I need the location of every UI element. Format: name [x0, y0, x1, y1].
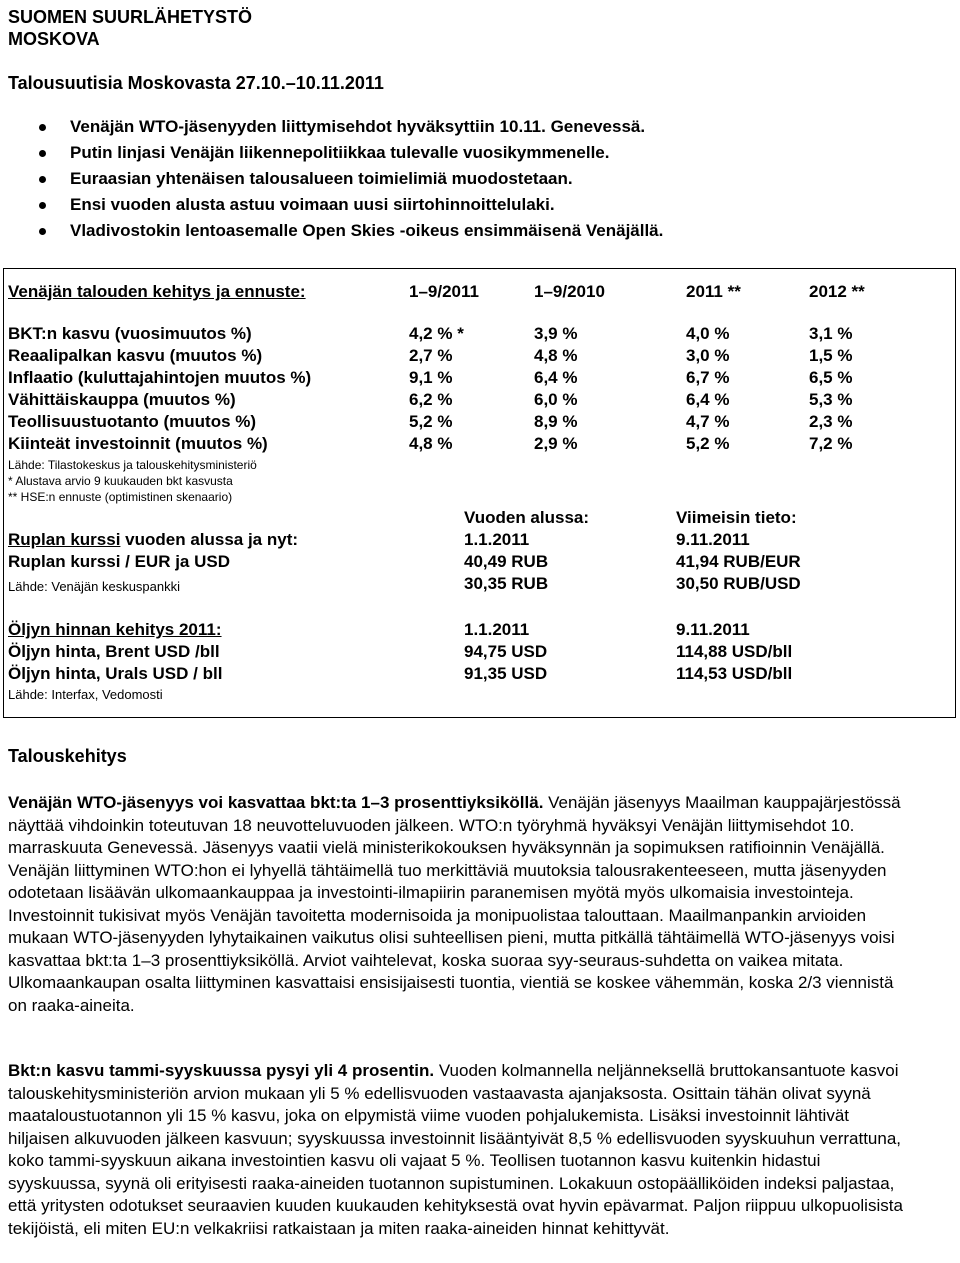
ruble-value: 41,94 RUB/EUR [676, 552, 801, 571]
row-label: Vähittäiskauppa (muutos %) [8, 390, 236, 409]
ruble-value: 30,50 RUB/USD [676, 574, 801, 593]
oil-value: 91,35 USD [464, 664, 548, 683]
row-label: Reaalipalkan kasvu (muutos %) [8, 346, 263, 365]
headline-item: Euraasian yhtenäisen talousalueen toimielimiä muodostetaan. [70, 169, 573, 188]
headline-item: Ensi vuoden alusta astuu voimaan uusi siirtohinnoittelulaki. [70, 195, 555, 214]
row-value: 3,1 % [809, 324, 853, 343]
oil-value: 94,75 USD [464, 642, 548, 661]
forecast-note: * Alustava arvio 9 kuukauden bkt kasvusta [8, 474, 233, 488]
ruble-value: 40,49 RUB [464, 552, 549, 571]
row-value: 9,1 % [409, 368, 453, 387]
column-header: 1–9/2010 [534, 282, 605, 301]
ruble-value: 30,35 RUB [464, 574, 549, 593]
forecast-note: ** HSE:n ennuste (optimistinen skenaario) [8, 490, 233, 504]
article-paragraph [8, 1060, 913, 1240]
row-value: 4,2 % * [409, 324, 464, 343]
column-header: 2011 ** [686, 282, 741, 301]
headline-item: Putin linjasi Venäjän liikennepolitiikkaa tulevalle vuosikymmenelle. [70, 143, 610, 162]
row-value: 2,9 % [534, 434, 578, 453]
paragraph-body: Venäjän jäsenyys Maailman kauppajärjestössä näyttää vihdoinkin toteutuvan 18 neuvotteluvuoden jälkeen. WTO:n työryhmä hyväksyi Venäjän liittymisehdot 10. marraskuuta Genevessä. Jäsenyys vaatii vielä ministerikokouksen hyväksynnän ja sopimuksen ratifioinnin Venäjällä. Venäjän liittyminen WTO:hon ei lyhyellä tähtäimellä tuo merkittäviä muutoksia talousrakenteeseen, mutta jäsenyyden odotetaan lisäävän ulkomaankauppaa ja investointi-ilmapiirin paranemisen myötä myös ulkomaisia investointeja. Investoinnit tukisivat myös Venäjän tavoitetta modernisoida ja monipuolistaa talouttaan. Maailmanpankin arvioiden mukaan WTO-jäsenyyden lyhytaikainen vaikutus olisi suhteellisen pieni, mutta pitkällä tähtäimellä WTO-jäsenyys voisi kasvattaa bkt:ta 1–3 prosenttiyksiköllä. Arviot vaihtelevat, koska suoraa syy-seuraus-suhdetta on vaikea mitata. Ulkomaankaupan osalta liittyminen kasvattaisi ensisijaisesti tuontia, vientiä se koskee vähemmän, koska 2/3 viennistä on raaka-aineita. [8, 793, 901, 1015]
row-value: 7,2 % [809, 434, 853, 453]
oil-value: 114,88 USD/bll [676, 642, 793, 661]
embassy-name-line2: MOSKOVA [8, 29, 100, 49]
row-value: 2,7 % [409, 346, 453, 365]
row-value: 5,3 % [809, 390, 853, 409]
headline-item: Venäjän WTO-jäsenyyden liittymisehdot hyväksyttiin 10.11. Genevessä. [70, 117, 646, 136]
row-value: 6,0 % [534, 390, 578, 409]
row-value: 5,2 % [686, 434, 730, 453]
ruble-value: 1.1.2011 [464, 530, 530, 549]
row-value: 4,8 % [534, 346, 578, 365]
column-header: 2012 ** [809, 282, 865, 301]
ruble-column-header: Viimeisin tieto: [676, 508, 797, 527]
ruble-value: 9.11.2011 [676, 530, 750, 549]
row-value: 6,4 % [534, 368, 578, 387]
row-label: Kiinteät investoinnit (muutos %) [8, 434, 268, 453]
row-label: Teollisuustuotanto (muutos %) [8, 412, 257, 431]
row-label: Inflaatio (kuluttajahintojen muutos %) [8, 368, 312, 387]
row-value: 6,5 % [809, 368, 853, 387]
row-value: 6,4 % [686, 390, 730, 409]
newsletter-subtitle: Talousuutisia Moskovasta 27.10.–10.11.2011 [8, 73, 384, 93]
economic-indicators-box [3, 268, 956, 718]
embassy-name-line1: SUOMEN SUURLÄHETYSTÖ [8, 7, 253, 27]
ruble-label-rest: vuoden alussa ja nyt: [120, 530, 299, 549]
paragraph-lead: Venäjän WTO-jäsenyys voi kasvattaa bkt:ta 1–3 prosenttiyksiköllä. [8, 793, 544, 812]
row-value: 6,7 % [686, 368, 730, 387]
row-value: 5,2 % [409, 412, 453, 431]
ruble-label-underlined: Ruplan kurssi [8, 530, 121, 549]
row-value: 3,9 % [534, 324, 578, 343]
row-value: 8,9 % [534, 412, 578, 431]
ruble-source: Lähde: Venäjän keskuspankki [8, 579, 181, 594]
column-header: 1–9/2011 [409, 282, 479, 301]
row-value: 1,5 % [809, 346, 853, 365]
row-label: BKT:n kasvu (vuosimuutos %) [8, 324, 252, 343]
paragraph-lead: Bkt:n kasvu tammi-syyskuussa pysyi yli 4 prosentin. [8, 1061, 435, 1080]
oil-value: 114,53 USD/bll [676, 664, 793, 683]
row-value: 4,0 % [686, 324, 730, 343]
paragraph-body: Vuoden kolmannella neljänneksellä bruttokansantuote kasvoi talouskehitysministeriön arvion mukaan yli 5 % edellisvuoden vastaavasta ajanjaksosta. Osittain tähän olivat syynä maataloustuotannon yli 15 % kasvu, joka on elpymistä viime vuoden pohjalukemista. Lisäksi investoinnit lähtivät hiljaisen alkuvuoden jälkeen kasvuun; syyskuussa investoinnit lisääntyivät 8,5 % edellisvuoden syyskuuhun verrattuna, koko tammi-syyskuun aikana investointien kasvu oli vajaat 5 %. Teollisen tuotannon kasvu kuitenkin hidastui syyskuussa, syynä oli erityisesti raaka-aineiden tuotannon supistuminen. Lokakuun ostopäälliköiden indeksi paljastaa, että yritysten odotukset seuraavien kuuden kuukauden kehityksestä ovat hyvin epävarmat. Paljon riippuu ulkopuolisista tekijöistä, eli miten EU:n velkakriisi ratkaistaan ja miten raaka-aineiden hinnat kehittyvät. [8, 1061, 903, 1238]
forecast-source: Lähde: Tilastokeskus ja talouskehitysministeriö [8, 458, 257, 472]
oil-row-label: Öljyn hinta, Brent USD /bll [8, 642, 220, 661]
row-value: 3,0 % [686, 346, 730, 365]
ruble-row-label [8, 529, 298, 551]
section-title: Talouskehitys [8, 746, 127, 766]
row-value: 4,7 % [686, 412, 730, 431]
forecast-heading: Venäjän talouden kehitys ja ennuste: [8, 282, 306, 301]
article-paragraph [8, 792, 913, 1017]
headline-item: Vladivostokin lentoasemalle Open Skies -oikeus ensimmäisenä Venäjällä. [70, 221, 664, 240]
ruble-column-header: Vuoden alussa: [464, 508, 590, 527]
ruble-row-label: Ruplan kurssi / EUR ja USD [8, 552, 230, 571]
row-value: 2,3 % [809, 412, 853, 431]
oil-heading: Öljyn hinnan kehitys 2011: [8, 620, 222, 639]
oil-column-header: 1.1.2011 [464, 620, 530, 639]
oil-row-label: Öljyn hinta, Urals USD / bll [8, 664, 223, 683]
row-value: 6,2 % [409, 390, 453, 409]
row-value: 4,8 % [409, 434, 453, 453]
oil-column-header: 9.11.2011 [676, 620, 750, 639]
oil-source: Lähde: Interfax, Vedomosti [8, 687, 163, 702]
